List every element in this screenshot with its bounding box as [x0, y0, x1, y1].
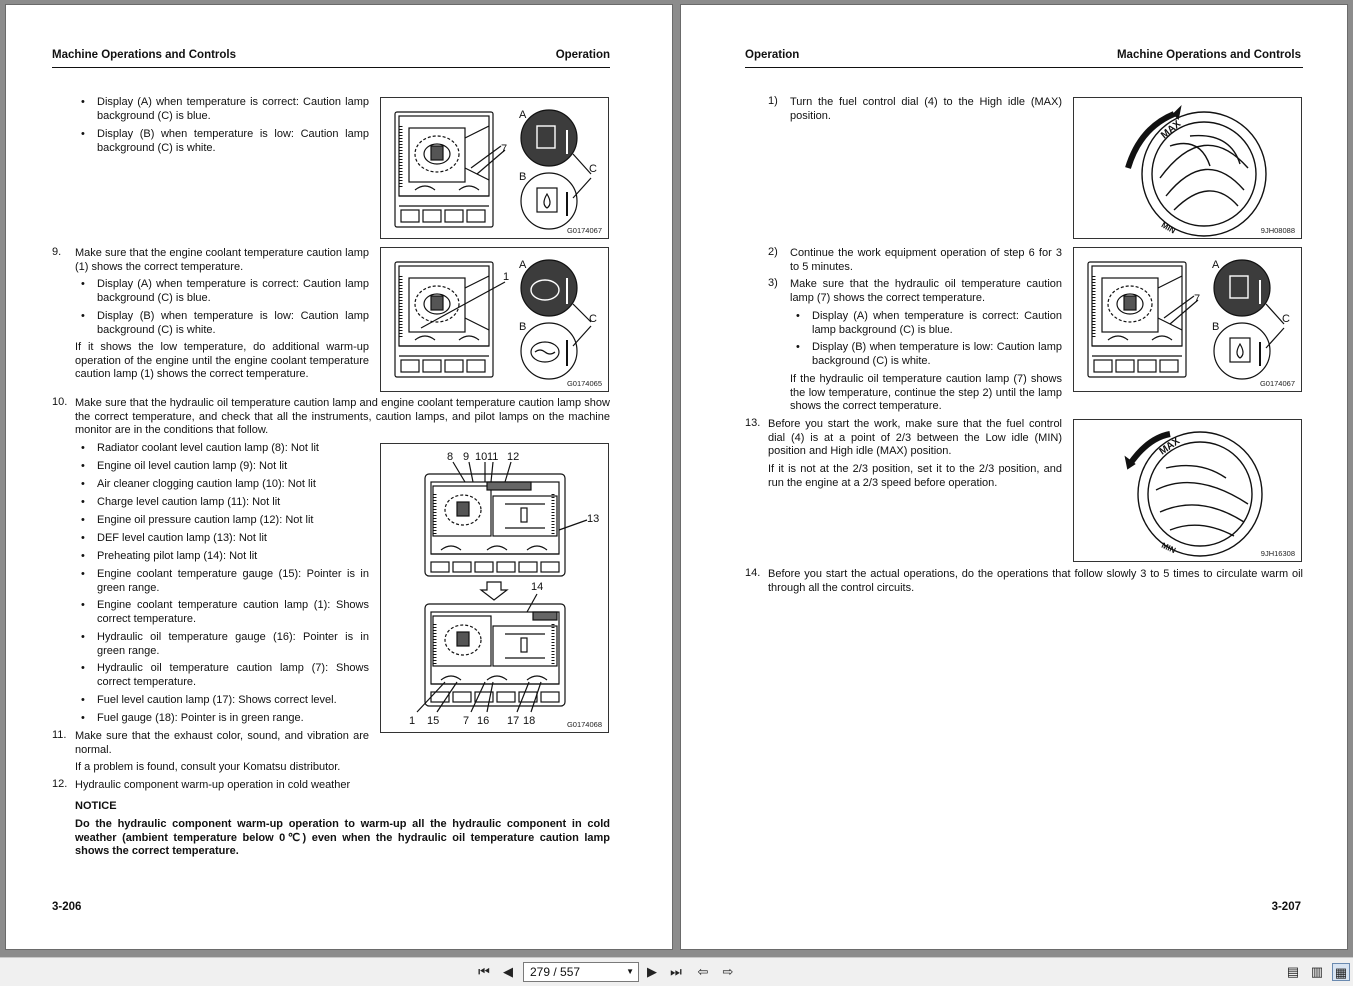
fig1-label-a: A: [519, 109, 527, 121]
substep-2-text: Continue the work equipment operation of step 6 for 3 to 5 minutes.: [790, 247, 1062, 273]
substep-3-note: If the hydraulic oil temperature caution lamp (7) shows the low temperature, continue the step 2) until the lamp shows the correct temperature.: [790, 373, 1062, 413]
figure-4-code: G0174067: [1259, 379, 1295, 388]
dial1-min-label: MIN: [1159, 220, 1178, 236]
fig2-label-a: A: [519, 259, 527, 271]
step-11-note: If a problem is found, consult your Komatsu distributor.: [75, 761, 341, 773]
next-page-icon[interactable]: ▶: [647, 964, 657, 979]
substep-1-text: Turn the fuel control dial (4) to the High idle (MAX) position.: [790, 96, 1062, 122]
figure-machine-monitor: [380, 443, 609, 733]
substep-2-number: 2): [768, 246, 778, 258]
fig3-label-17: 17: [507, 715, 520, 727]
two-page-view-icon[interactable]: ▦: [1332, 963, 1350, 981]
fig4-label-7: 7: [1194, 293, 1201, 305]
chevron-down-icon: ▼: [626, 967, 634, 976]
figure-3-code: G0174068: [566, 720, 602, 729]
left-header-rule: [52, 67, 610, 68]
step-10-bullet-13: • Fuel gauge (18): Pointer is in green range.: [97, 712, 369, 726]
fig3-label-15: 15: [427, 715, 440, 727]
step-14-number: 14.: [745, 567, 761, 579]
step-9-bullet-1: • Display (A) when temperature is correct: Caution lamp background (C) is blue.: [97, 278, 369, 305]
monitor-diagram: [381, 444, 610, 734]
fig3-label-7: 7: [463, 715, 470, 727]
fig3-label-1: 1: [409, 715, 416, 727]
fig3-label-11: 11: [487, 451, 499, 463]
step-10-bullet-4: • Charge level caution lamp (11): Not lit: [97, 496, 369, 510]
step-13-text: Before you start the work, make sure that the fuel control dial (4) is at a point of 2/3 between the Low idle (MIN) position and High idle (MAX) position.: [768, 418, 1062, 458]
step-11-text: Make sure that the exhaust color, sound, and vibration are normal.: [75, 730, 369, 756]
continuous-view-icon[interactable]: ▥: [1310, 964, 1324, 979]
fig3-label-18: 18: [523, 715, 536, 727]
fig3-label-16: 16: [477, 715, 490, 727]
fig3-label-10: 10: [475, 451, 488, 463]
fig4-label-c: C: [1282, 313, 1290, 325]
step-9-text: Make sure that the engine coolant temperature caution lamp (1) shows the correct temperature.: [75, 247, 369, 273]
fuel-dial-diagram: [1074, 98, 1303, 240]
step-10-bullet-8: • Engine coolant temperature gauge (15): Pointer is in green range.: [97, 568, 369, 595]
dial2-max-label: MAX: [1157, 435, 1183, 458]
figure-2-code: G0174065: [566, 379, 602, 388]
fig2-label-1: 1: [503, 271, 510, 283]
fuel-dial-diagram: [1074, 420, 1303, 563]
fig2-label-c: C: [589, 313, 597, 325]
step-12-text: Hydraulic component warm-up operation in cold weather: [75, 779, 351, 791]
viewer-toolbar: [0, 957, 1353, 986]
fig4-label-a: A: [1212, 259, 1220, 271]
fig3-label-12: 12: [507, 451, 520, 463]
fig1-label-b: B: [519, 171, 527, 183]
dial-1-code: 9JH08088: [1260, 226, 1295, 235]
step-10-bullet-12: • Fuel level caution lamp (17): Shows correct level.: [97, 694, 369, 708]
step-10-bullet-5: • Engine oil pressure caution lamp (12): Not lit: [97, 514, 369, 528]
step-10-bullet-9: • Engine coolant temperature caution lamp (1): Shows correct temperature.: [97, 599, 369, 626]
step-10-bullet-6: • DEF level caution lamp (13): Not lit: [97, 532, 369, 546]
substep-3-text: Make sure that the hydraulic oil temperature caution lamp (7) shows the correct temperature.: [790, 278, 1062, 304]
figure-fuel-dial-two-thirds: [1073, 419, 1302, 562]
step-10-bullet-3: • Air cleaner clogging caution lamp (10): Not lit: [97, 478, 369, 492]
left-header-title: Machine Operations and Controls: [52, 49, 237, 61]
substep-1-number: 1): [768, 95, 778, 107]
step-13-number: 13.: [745, 417, 761, 429]
intro-bullet-1: • Display (A) when temperature is correct: Caution lamp background (C) is blue.: [97, 96, 369, 123]
figure-coolant-temp-lamp: [380, 247, 609, 392]
figure-hydraulic-temp-lamp-2: [1073, 247, 1302, 392]
figure-hydraulic-temp-lamp: [380, 97, 609, 239]
intro-bullet-2: • Display (B) when temperature is low: Caution lamp background (C) is white.: [97, 128, 369, 155]
fig2-label-b: B: [519, 321, 527, 333]
right-header-rule: [745, 67, 1303, 68]
dial-2-code: 9JH16308: [1260, 549, 1295, 558]
fig3-label-14: 14: [531, 581, 544, 593]
previous-view-icon[interactable]: ⇦: [697, 964, 709, 979]
notice-text: Do the hydraulic component warm-up operation to warm-up all the hydraulic component in cold weather (ambient temperature below 0℃) even when the hydraulic oil temperature caution lamp shows the correct temperature.: [75, 818, 610, 858]
page-number-value: 279 / 557: [530, 965, 581, 979]
fig3-label-13: 13: [587, 513, 600, 525]
left-header-section: Operation: [555, 49, 610, 61]
step-13-note: If it is not at the 2/3 position, set it to the 2/3 position, and run the engine at a 2/3 speed before operation.: [768, 463, 1062, 489]
last-page-icon[interactable]: ⏭: [670, 964, 682, 979]
next-view-icon[interactable]: ⇨: [722, 964, 734, 979]
right-page-number: 3-207: [1271, 901, 1301, 913]
step-9-number: 9.: [52, 246, 62, 258]
monitor-diagram: [381, 98, 610, 240]
right-header-title: Machine Operations and Controls: [1116, 49, 1301, 61]
left-page: [5, 4, 673, 950]
fig3-label-9: 9: [463, 451, 470, 463]
single-page-view-icon[interactable]: ▤: [1286, 964, 1300, 979]
step-10-bullet-1: • Radiator coolant level caution lamp (8): Not lit: [97, 442, 369, 456]
step-10-bullet-7: • Preheating pilot lamp (14): Not lit: [97, 550, 369, 564]
step-11-number: 11.: [52, 729, 67, 741]
fig1-label-c: C: [589, 163, 597, 175]
fig1-label-7: 7: [501, 143, 508, 155]
step-10-bullet-11: • Hydraulic oil temperature caution lamp (7): Shows correct temperature.: [97, 662, 369, 689]
substep-3-bullet-1: • Display (A) when temperature is correct: Caution lamp background (C) is blue.: [812, 310, 1062, 337]
step-10-bullet-10: • Hydraulic oil temperature gauge (16): Pointer is in green range.: [97, 631, 369, 658]
first-page-icon[interactable]: ⏮: [478, 964, 490, 979]
page-number-select[interactable]: [523, 962, 639, 982]
step-9-note: If it shows the low temperature, do additional warm-up operation of the engine until the engine coolant temperature caution lamp (1) shows the correct temperature.: [75, 341, 369, 381]
left-page-number: 3-206: [52, 901, 82, 913]
right-header-section: Operation: [745, 49, 800, 61]
right-page: [680, 4, 1348, 950]
dial2-min-label: MIN: [1160, 540, 1178, 556]
monitor-diagram: [381, 248, 610, 393]
step-10-text: Make sure that the hydraulic oil temperature caution lamp and engine coolant temperature caution lamp show the correct temperature, and check that all the instruments, caution lamps, and pilot lamps on the machine monitor are in the conditions that follow.: [75, 397, 610, 437]
substep-3-bullet-2: • Display (B) when temperature is low: Caution lamp background (C) is white.: [812, 341, 1062, 368]
figure-1-code: G0174067: [566, 226, 602, 235]
step-10-bullet-2: • Engine oil level caution lamp (9): Not lit: [97, 460, 369, 474]
notice-title: NOTICE: [75, 800, 117, 812]
step-10-number: 10.: [52, 396, 68, 408]
dial1-max-label: MAX: [1159, 118, 1184, 142]
monitor-diagram: [1074, 248, 1303, 393]
fig3-label-8: 8: [447, 451, 454, 463]
step-9-bullet-2: • Display (B) when temperature is low: Caution lamp background (C) is white.: [97, 310, 369, 337]
fig4-label-b: B: [1212, 321, 1220, 333]
step-12-number: 12.: [52, 778, 68, 790]
figure-fuel-dial-max: [1073, 97, 1302, 239]
previous-page-icon[interactable]: ◀: [503, 964, 513, 979]
substep-3-number: 3): [768, 277, 778, 289]
step-14-text: Before you start the actual operations, do the operations that follow slowly 3 to 5 times to circulate warm oil through all the control circuits.: [768, 568, 1303, 594]
